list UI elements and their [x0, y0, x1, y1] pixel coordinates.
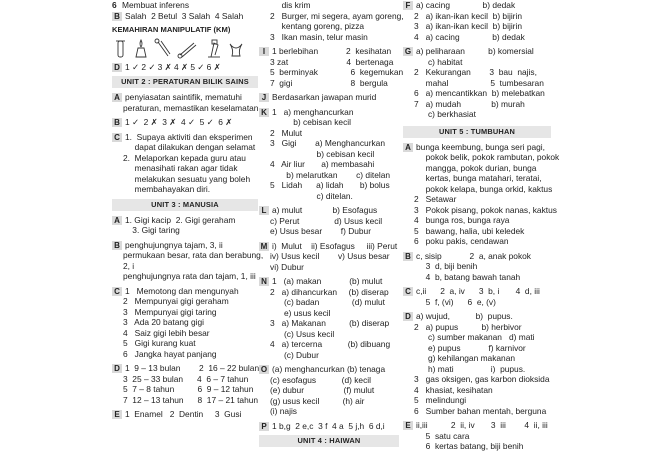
thermometer-icon	[178, 43, 196, 58]
answer-text: permukaan besar, rata dan berabung,	[123, 250, 264, 260]
answer-line	[112, 286, 258, 297]
answer-line	[403, 173, 551, 184]
answer-text: b) cebisan kecil	[270, 117, 351, 127]
answer-line	[259, 180, 399, 191]
answer-text: 6 kertas batang, biji benih	[414, 441, 524, 451]
answer-text: c) sumber makanan d) mati	[414, 332, 535, 342]
test-tube-icon	[116, 41, 125, 57]
answer-line	[259, 149, 399, 160]
answer-text: c, sisip 2 a, anak pokok	[416, 250, 531, 261]
answer-text: 7 gigi 8 bergula	[270, 77, 388, 88]
answer-line	[403, 57, 551, 68]
answer-text: 7 a) mudah b) murah	[414, 98, 525, 109]
answer-line	[403, 272, 551, 283]
answer-text: 2. Melaporkan kepada guru atau	[123, 152, 246, 163]
answer-text: 4 a) cacing b) dedak	[414, 31, 525, 42]
answer-text: 1 a) menghancurkan	[272, 106, 354, 117]
question-label: C	[112, 133, 122, 142]
answer-text: e) usus kecil	[270, 307, 331, 318]
answer-line	[259, 276, 399, 287]
answer-text: 1 b,g 2 e,c 3 f 4 a 5 j,h 6 d,i	[272, 420, 385, 431]
answer-line	[403, 251, 551, 262]
answer-text: b) cebisan kecil	[270, 148, 375, 159]
answer-text: 5 Gigi kurang kuat	[123, 338, 196, 348]
answer-line	[112, 103, 258, 114]
pipette-icon	[155, 39, 170, 56]
answer-line	[403, 152, 560, 163]
answer-line	[112, 296, 258, 307]
answer-text: (c) esofagus (d) kecil	[270, 374, 371, 385]
burner-icon	[136, 40, 146, 57]
answer-line	[259, 308, 399, 319]
answer-text: 2 Setawar	[414, 194, 457, 204]
answer-text: 1 berlebihan 2 kesihatan	[272, 46, 392, 56]
answer-text: mahal 5 tumbesaran	[414, 77, 544, 88]
question-label: I	[259, 47, 269, 56]
answer-line	[112, 261, 258, 272]
answer-line	[112, 132, 258, 143]
answer-text: penghujungnya tajam, 3, ii	[125, 239, 223, 250]
answer-text: dapat dilakukan dengan selamat	[123, 142, 256, 152]
answer-line	[259, 396, 399, 407]
answer-line	[112, 215, 258, 226]
unit-2-header: UNIT 2 : PERATURAN BILIK SAINS	[112, 76, 258, 88]
answer-line	[403, 322, 551, 333]
answer-text: h) mati i) pupus.	[414, 363, 526, 374]
answer-text: menasihati rakan agar tidak	[123, 163, 238, 173]
question-label: E	[112, 410, 122, 419]
column-1	[112, 0, 264, 419]
answer-line	[259, 339, 399, 350]
answer-text: kentang goreng, pizza	[270, 21, 365, 31]
answer-text: c) ditelan.	[270, 190, 353, 201]
answer-line	[112, 374, 258, 385]
answer-text: 4 Air liur a) membasahi	[270, 159, 375, 169]
question-label: J	[259, 93, 269, 102]
answer-line	[259, 329, 399, 340]
answer-line	[112, 0, 258, 11]
answer-line	[403, 297, 551, 308]
answer-line	[403, 194, 551, 205]
question-label: B	[112, 241, 122, 250]
answer-line	[259, 170, 399, 181]
answer-line	[403, 46, 551, 57]
answer-text: penghujungnya rata dan tajam, 1, iii	[123, 271, 256, 281]
answer-line	[259, 0, 399, 11]
answer-text: e) pupus f) karnivor	[414, 342, 526, 353]
answer-text: 2 a) pupus b) herbivor	[414, 321, 522, 332]
question-label: E	[403, 421, 413, 430]
answer-line	[259, 364, 399, 375]
answer-line	[403, 364, 551, 375]
question-label: B	[112, 12, 122, 21]
km-icons	[112, 38, 258, 60]
answer-line	[259, 78, 399, 89]
answer-text: a) wujud, b) pupus.	[416, 311, 513, 321]
answer-line	[259, 46, 399, 57]
answer-text: e) Usus besar f) Dubur	[270, 226, 371, 236]
answer-text: pokok belik, pokok rambutan, pokok	[414, 152, 560, 162]
answer-line	[112, 117, 258, 128]
answer-text: 2 a) dihancurkan (b) diserap	[270, 286, 389, 297]
answer-line	[112, 225, 258, 236]
answer-line	[259, 226, 399, 237]
answer-line	[259, 92, 399, 103]
answer-line	[403, 109, 551, 120]
answer-line	[403, 374, 551, 385]
unit-5-header: UNIT 5 : TUMBUHAN	[403, 126, 551, 138]
answer-text: peraturan, memastikan keselamatan	[123, 102, 259, 113]
question-label: C	[403, 287, 413, 296]
answer-line	[403, 420, 551, 431]
answer-text: 3 Pokok pisang, pokok nanas, kaktus	[414, 204, 557, 215]
answer-line	[112, 395, 258, 406]
answer-line	[112, 317, 258, 328]
question-label: O	[260, 365, 268, 374]
answer-text: melakukan sesuatu yang boleh	[123, 173, 251, 184]
answer-text: bunga keembung, bunga seri pagi,	[416, 141, 545, 152]
answer-line	[403, 286, 551, 297]
answer-line	[112, 409, 258, 420]
answer-text: Salah 2 Betul 3 Salah 4 Salah	[125, 10, 244, 21]
answer-line	[259, 191, 399, 202]
microscope-icon	[208, 40, 220, 57]
answer-line	[259, 128, 399, 139]
answer-text: mangga, pokok durian, bunga	[414, 162, 537, 173]
answer-line	[112, 250, 264, 261]
answer-text: 1 ✓ 2 ✗ 3 ✗ 4 ✓ 5 ✓ 6 ✗	[125, 117, 233, 127]
answer-text: dis krim	[270, 0, 311, 10]
column-3	[403, 0, 560, 451]
answer-line	[259, 385, 399, 396]
answer-text: 5 f, (vi) 6 e, (v)	[414, 296, 496, 307]
answer-text: 2 Kekurangan 3 bau najis,	[414, 67, 537, 77]
answer-line	[112, 349, 258, 360]
answer-line	[259, 287, 399, 298]
answer-line	[403, 215, 551, 226]
question-label: G	[404, 47, 412, 56]
answer-text: g) kehilangan makanan	[414, 353, 516, 363]
answer-line	[403, 343, 551, 354]
answer-line	[259, 421, 399, 432]
question-label: C	[112, 287, 122, 296]
answer-text: 1 (a) makan (b) mulut	[272, 276, 383, 286]
question-label: B	[112, 118, 122, 127]
answer-text: 4 bunga ros, bunga raya	[414, 215, 510, 225]
beaker-icon	[230, 44, 242, 56]
question-label: D	[112, 364, 122, 373]
answer-text: 3 Ada 20 batang gigi	[123, 317, 205, 327]
answer-line	[259, 21, 399, 32]
question-label: F	[403, 1, 413, 10]
answer-line	[403, 99, 551, 110]
answer-line	[259, 262, 399, 273]
answer-text: 3. Gigi taring	[123, 225, 180, 235]
answer-text: 3 a) ikan-ikan kecil b) bijirin	[414, 21, 522, 31]
answer-text: vi) Dubur	[270, 261, 304, 272]
answer-line	[403, 184, 551, 195]
answer-text: (g) usus kecil (h) air	[270, 395, 365, 406]
answer-line	[112, 184, 258, 195]
answer-line	[403, 441, 551, 452]
answer-text: b) melarutkan c) ditelan	[270, 169, 391, 180]
answer-line	[112, 240, 258, 251]
answer-line	[112, 153, 258, 164]
answer-text: 2 Burger, mi segera, ayam goreng,	[270, 10, 404, 21]
answer-text: 3 Mempunyai gigi taring	[123, 306, 217, 317]
answer-line	[403, 311, 551, 322]
answer-line	[259, 117, 399, 128]
answer-text: a) peliharaan b) komersial	[416, 46, 534, 56]
answer-text: 1 Memotong dan mengunyah	[125, 285, 239, 296]
answer-line	[112, 142, 258, 153]
answer-text: (c) Dubur	[270, 349, 319, 360]
answer-line	[259, 57, 399, 68]
d-line: D 1 ✓ 2 ✓ 3 ✗ 4 ✗ 5 ✓ 6 ✗	[112, 62, 258, 73]
answer-line	[112, 174, 258, 185]
answer-text: (i) najis	[270, 406, 297, 416]
answer-line	[259, 10, 404, 22]
answer-line	[403, 406, 551, 417]
answer-text: Membuat inferens	[122, 0, 190, 10]
answer-line	[403, 21, 551, 32]
answer-line	[259, 318, 399, 329]
answer-text: (a) menghancurkan (b) tenaga	[272, 364, 386, 374]
answer-line	[259, 251, 399, 262]
answer-line	[403, 78, 551, 89]
question-number: 6	[112, 0, 117, 10]
km-title: KEMAHIRAN MANIPULATIF (KM)	[112, 25, 231, 34]
answer-line	[259, 406, 399, 417]
answer-text: 3 d, biji benih	[414, 261, 478, 271]
answer-line	[259, 241, 399, 252]
answer-line	[112, 338, 258, 349]
answer-line	[259, 67, 404, 78]
answer-text: a) mulut b) Esofagus	[272, 205, 378, 215]
answer-line	[403, 226, 551, 237]
answer-text: 5 melindungi	[414, 395, 467, 405]
answer-line	[259, 159, 399, 170]
answer-text: 5 Lidah a) lidah b) bolus	[270, 180, 390, 190]
answer-text: i) Mulut ii) Esofagus iii) Perut	[272, 240, 398, 251]
question-label: B	[403, 252, 413, 261]
answer-text: ii,iii 2 ii, iv 3 iii 4 ii, iii	[416, 420, 548, 430]
question-label: D	[403, 312, 413, 321]
answer-line	[259, 107, 399, 118]
answer-text: 5 satu cara	[414, 430, 470, 441]
answer-text: c) berkhasiat	[414, 109, 476, 119]
question-label: K	[259, 108, 269, 117]
answer-line	[259, 216, 399, 227]
answer-line	[112, 92, 258, 103]
column-2	[259, 0, 404, 445]
answer-line	[403, 11, 551, 22]
answer-text: 6 Sumber bahan mentah, berguna	[414, 405, 547, 416]
answer-text: pokok kelapa, bunga orkid, kaktus	[414, 183, 553, 194]
answer-text: 5 bawang, halia, ubi keledek	[414, 225, 525, 236]
answer-line	[259, 32, 399, 43]
question-label: A	[112, 93, 122, 102]
answer-line	[403, 261, 551, 272]
answer-text: 3 25 – 33 bulan 4 6 – 7 tahun	[123, 373, 249, 384]
question-label: L	[259, 206, 269, 215]
answer-line	[112, 363, 258, 374]
answer-line	[112, 11, 258, 22]
answer-line	[403, 142, 551, 153]
question-label: A	[112, 216, 122, 225]
answer-text: 3 zat 4 bertenaga	[270, 56, 394, 67]
answer-line	[403, 353, 551, 364]
answer-text: 4 khasiat, kesihatan	[414, 384, 493, 395]
answer-line	[403, 385, 551, 396]
answer-text: 2 Mempunyai gigi geraham	[123, 296, 229, 306]
answer-text: 3 Gigi a) Menghancurkan	[270, 138, 385, 148]
answer-line	[259, 297, 399, 308]
answer-text: 2 a) ikan-ikan kecil b) bijirin	[414, 10, 522, 21]
answer-text: 2 Mulut	[270, 127, 303, 138]
answer-text: 1. Gigi kacip 2. Gigi geraham	[125, 214, 236, 225]
answer-text: 7 12 – 13 tahun 8 17 – 21 tahun	[123, 394, 259, 405]
answer-text: 2, i	[123, 260, 135, 271]
answer-text: 4 Saiz gigi lebih besar	[123, 327, 210, 338]
answer-text: c) Perut d) Usus kecil	[270, 215, 383, 226]
answer-line	[403, 204, 557, 216]
answer-line	[112, 384, 258, 395]
answer-line	[403, 88, 551, 99]
question-label: A	[403, 143, 413, 152]
answer-text: 4 b, batang bawah tanah	[414, 271, 521, 282]
answer-line	[403, 332, 551, 343]
answer-line	[403, 0, 551, 11]
question-label: P	[259, 422, 269, 431]
answer-line	[403, 431, 551, 442]
question-label: N	[259, 277, 269, 286]
answer-text: 4 a) tercerna (b) dibuang	[270, 339, 391, 349]
unit-3-header: UNIT 3 : MANUSIA	[112, 199, 258, 211]
answer-text: membahayakan diri.	[123, 184, 211, 194]
answer-text: 3 Ikan masin, telur masin	[270, 31, 368, 42]
answer-text: a) cacing b) dedak	[416, 0, 516, 10]
answer-text: (e) dubur (f) mulut	[270, 385, 375, 395]
answer-text: kertas, bunga matahari, teratai,	[414, 173, 542, 183]
answer-line	[112, 163, 258, 174]
answer-line	[403, 236, 551, 247]
answer-text: c,ii 2 a, iv 3 b, i 4 d, iii	[416, 286, 540, 296]
answer-text: 6 poku pakis, cendawan	[414, 236, 509, 246]
answer-line	[403, 395, 551, 406]
answer-line	[259, 205, 399, 216]
answer-line	[259, 138, 399, 149]
answer-line	[259, 375, 399, 386]
answer-text: 6 a) mencantikkan b) melebatkan	[414, 88, 545, 98]
answer-text: penyiasatan saintifik, mematuhi	[125, 92, 242, 102]
unit-4-header: UNIT 4 : HAIWAN	[259, 435, 399, 447]
answer-text: 3 gas oksigen, gas karbon dioksida	[414, 374, 550, 384]
answer-line	[259, 350, 399, 361]
answer-text: 1 9 – 13 bulan 2 16 – 22 bulan	[125, 363, 260, 373]
answer-text: 1. Supaya aktiviti dan eksperimen	[125, 131, 253, 142]
question-label: M	[260, 241, 268, 251]
answer-line	[403, 67, 551, 78]
answer-text: Berdasarkan jawapan murid	[272, 92, 377, 102]
answer-text: 5 berminyak 6 kegemukan	[270, 67, 404, 77]
answer-text: (c) Usus kecil	[270, 328, 335, 339]
answer-text: c) habitat	[414, 56, 463, 67]
answer-line	[112, 307, 258, 318]
answer-text: 6 Jangka hayat panjang	[123, 348, 217, 359]
answer-text: (c) badan (d) mulut	[270, 297, 385, 307]
answer-text: 1 Enamel 2 Dentin 3 Gusi	[125, 409, 242, 419]
answer-text: 5 7 – 8 tahun 6 9 – 12 tahun	[123, 384, 254, 394]
answer-line	[112, 271, 258, 282]
answer-line	[403, 163, 551, 174]
answer-text: iv) Usus kecil v) Usus besar	[270, 251, 390, 261]
answer-text: 3 a) Makanan (b) diserap	[270, 318, 390, 328]
answer-line	[112, 328, 258, 339]
answer-line	[403, 32, 551, 43]
